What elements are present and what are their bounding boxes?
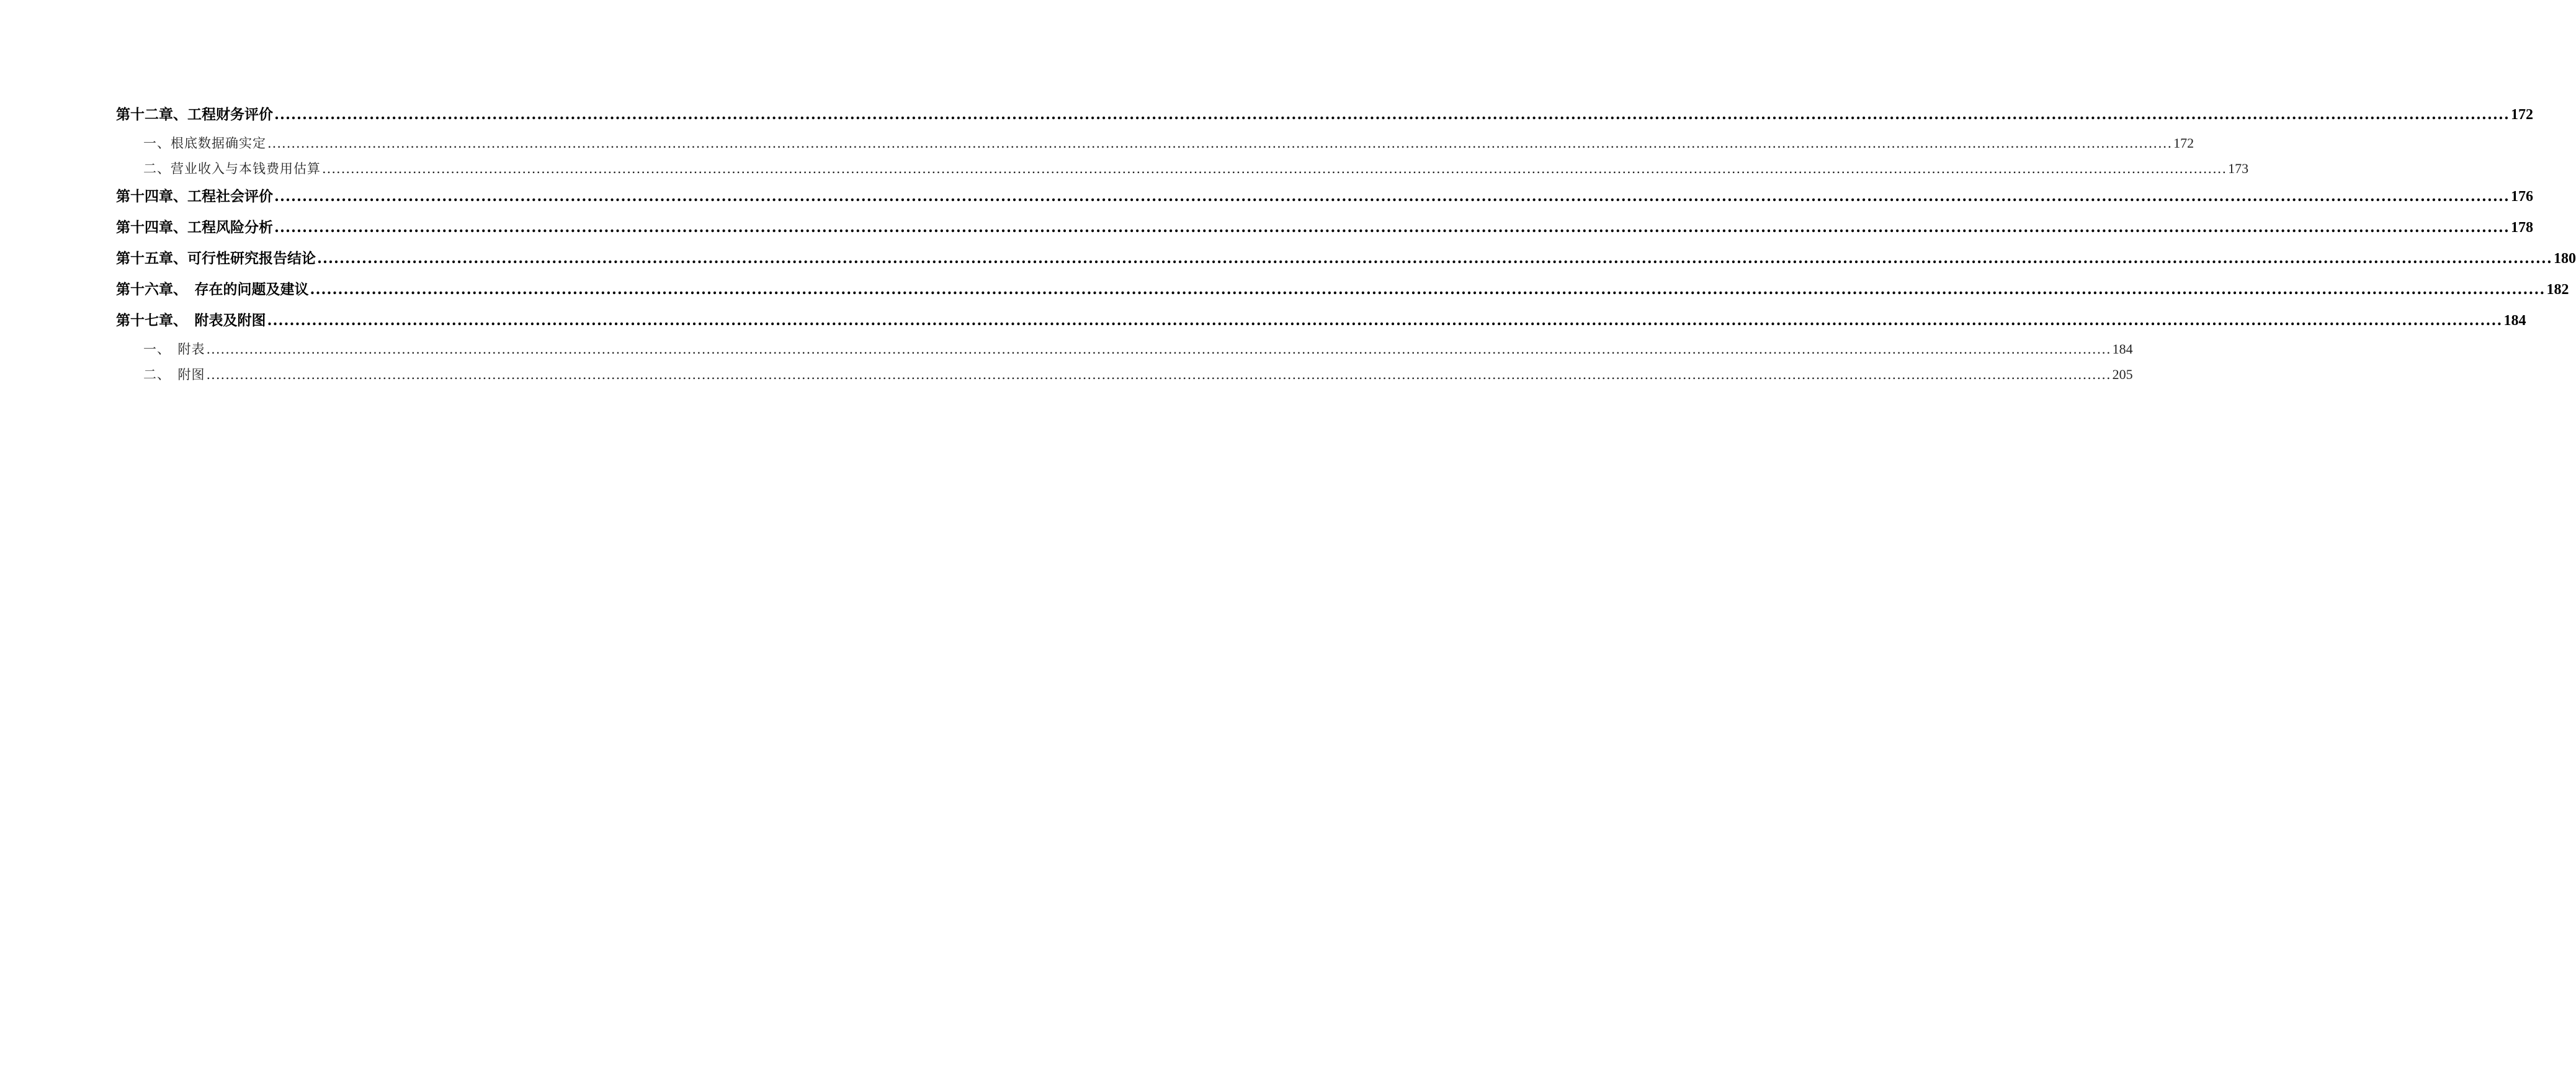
toc-dot-leader: ................................................................................................................................................................................................................................................................................................................................................................................................................	[322, 161, 2227, 176]
toc-entry-section[interactable]	[116, 156, 2249, 181]
toc-page-number: 205	[2112, 367, 2133, 382]
toc-dot-leader: ................................................................................................................................................................................................................................................................................................................................................................................................................	[267, 136, 2173, 151]
toc-dot-leader: ................................................................................................................................................................................................................................................................................................................................................................................................................	[206, 342, 2111, 357]
toc-entry-section[interactable]	[116, 336, 2133, 362]
toc-entry-title: 第十二章、工程财务评价	[116, 106, 273, 123]
toc-page-number: 172	[2173, 135, 2194, 151]
toc-dot-leader: ................................................................................................................................................................................................................................................................................................................................................................................................................	[206, 367, 2111, 382]
toc-entry-section[interactable]	[116, 130, 2194, 156]
toc-entry-title: 第十四章、工程社会评价	[116, 188, 273, 205]
toc-dot-leader: ................................................................................................................................................................................................................................................................................................................................................................................................................	[274, 219, 2510, 236]
toc-page-number: 172	[2510, 107, 2533, 123]
toc-page-number: 173	[2228, 161, 2249, 176]
toc-entry-chapter-16[interactable]	[116, 274, 2569, 305]
toc-entry-title: 第十六章、 存在的问题及建议	[116, 281, 309, 298]
toc-page-number: 180	[2553, 251, 2576, 267]
toc-page-number: 176	[2510, 189, 2533, 205]
toc-page-number: 178	[2510, 220, 2533, 236]
toc-dot-leader: ................................................................................................................................................................................................................................................................................................................................................................................................................	[267, 312, 2503, 329]
toc-page-number: 184	[2112, 341, 2133, 357]
toc-entry-title: 第十五章、可行性研究报告结论	[116, 250, 316, 267]
toc-entry-chapter-social[interactable]	[116, 181, 2533, 212]
toc-entry-title: 一、 附表	[143, 342, 205, 357]
toc-entry-title: 第十七章、 附表及附图	[116, 312, 266, 329]
toc-entry-title: 一、根底数据确实定	[143, 136, 266, 151]
toc-entry-chapter-12[interactable]	[116, 99, 2533, 130]
table-of-contents	[116, 99, 2576, 387]
toc-entry-title: 二、营业收入与本钱费用估算	[143, 161, 321, 176]
toc-dot-leader: ................................................................................................................................................................................................................................................................................................................................................................................................................	[317, 250, 2552, 267]
toc-dot-leader: ................................................................................................................................................................................................................................................................................................................................................................................................................	[310, 281, 2546, 298]
toc-entry-section[interactable]	[116, 362, 2133, 387]
toc-entry-chapter-risk[interactable]	[116, 212, 2533, 243]
toc-dot-leader: ................................................................................................................................................................................................................................................................................................................................................................................................................	[274, 188, 2510, 205]
toc-page-number: 184	[2503, 313, 2526, 329]
toc-page-number: 182	[2546, 282, 2569, 298]
toc-entry-title: 第十四章、工程风险分析	[116, 219, 273, 236]
toc-entry-title: 二、 附图	[143, 367, 205, 382]
toc-dot-leader: ................................................................................................................................................................................................................................................................................................................................................................................................................	[274, 106, 2510, 123]
toc-entry-chapter-17[interactable]	[116, 305, 2526, 336]
toc-entry-chapter-15[interactable]	[116, 243, 2576, 274]
